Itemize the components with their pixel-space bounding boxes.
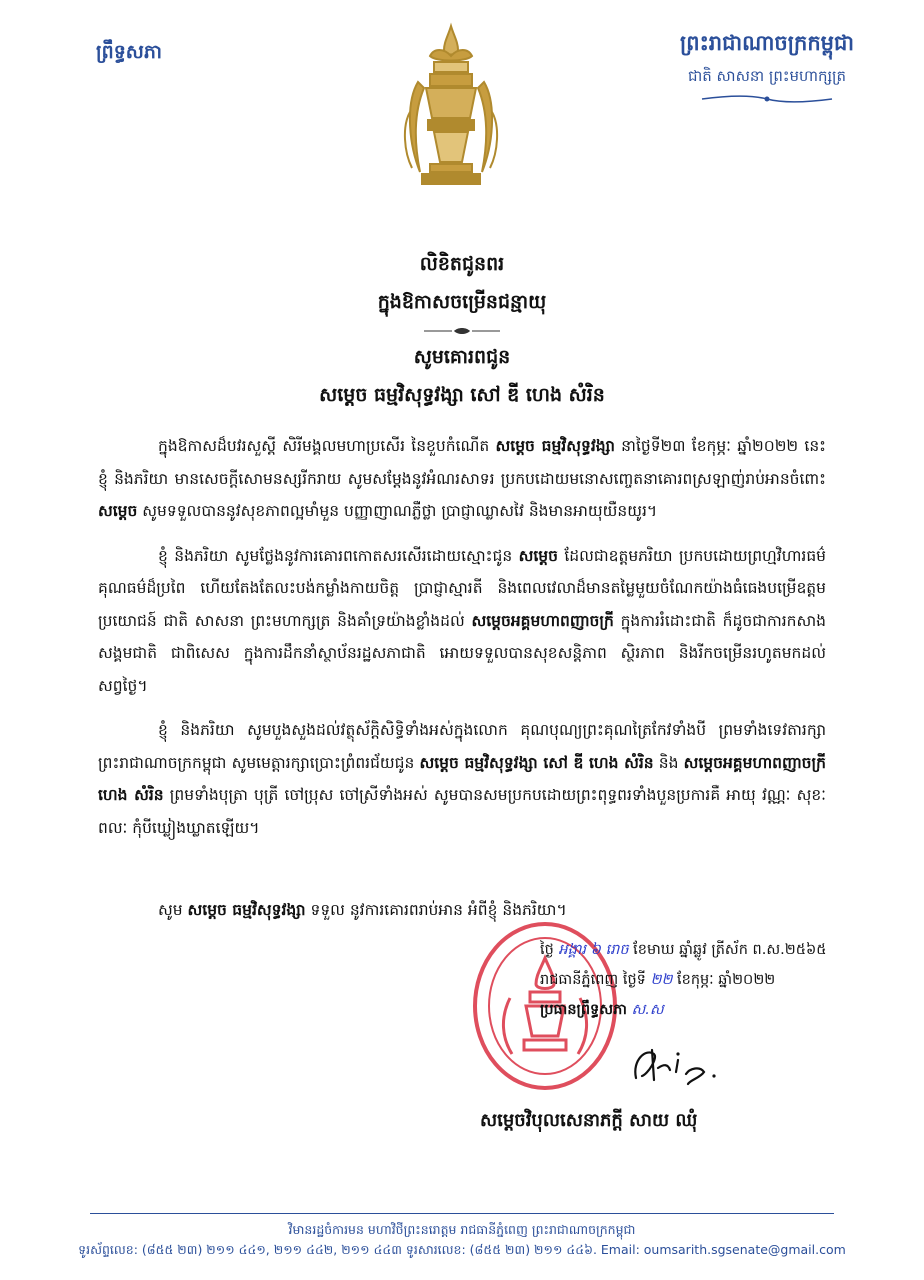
addressee-greeting: សូមគោរពជូន (413, 346, 511, 368)
kingdom-motto: ជាតិ សាសនា ព្រះមហាក្សត្រ (687, 67, 847, 85)
signature-icon (628, 1040, 728, 1090)
kingdom-title: ព្រះរាជាណាចក្រកម្ពុជា (679, 31, 854, 55)
paragraph-3-run-2: សម្តេច ធម្មវិសុទ្ធវង្សា សៅ ឌី ហេង សំរិន (419, 753, 654, 772)
letterhead-footer (0, 1220, 924, 1260)
paragraph-3-run-5: ព្រមទាំងបុត្រា បុត្រី ចៅប្រុស ចៅស្រីទាំងអស់ សូមបានសមប្រកបដោយព្រះពុទ្ធពរទាំងបួនប្រការគឺ អាយុ វណ្ណៈ សុខៈ ពលៈ កុំបីឃ្លៀងឃ្លាតឡើយ។ (98, 786, 826, 837)
paragraph-2-run-4: សម្តេចអគ្គមហាពញាចក្រី (471, 611, 614, 630)
letter-title (0, 252, 924, 336)
ornament-divider-icon (422, 326, 502, 336)
closing-run-2: សម្តេច ធម្មវិសុទ្ធវង្សា (187, 901, 306, 919)
footer-divider (90, 1213, 834, 1214)
title-line-1: លិខិតជូនពរ (419, 253, 505, 275)
paragraph-2-run-2: សម្តេច (518, 546, 558, 565)
paragraph-1-run-2: សម្តេច ធម្មវិសុទ្ធវង្សា (495, 437, 615, 455)
paragraph-2-run-5: ក្នុងការរំដោះជាតិ ក៏ដូចជាការកសាងសង្គមជាតិ ជាពិសេស ក្នុងការដឹកនាំស្ថាប័នរដ្ឋសភាជាតិ អោយទទួលបានសុខសន្តិភាព ស្ថិរភាព និងរីកចម្រើនរហូតមកដល់សព្វថ្ងៃ។ (98, 611, 826, 695)
flourish-divider-icon (692, 93, 842, 105)
position-title: ប្រធានព្រឹទ្ធសភា (540, 1002, 627, 1018)
solar-rest: ខែកុម្ភៈ ឆ្នាំ២០២២ (677, 972, 776, 988)
position-line (540, 995, 827, 1025)
lunar-day-handwritten: អង្គារ ៦ រោច (558, 942, 629, 958)
footer-contacts: ទូរស័ព្ទលេខ: (៨៥៥ ២៣) ២១១ ៤៤១, ២១១ ៤៤២, ២១១ ៤៤៣ ទូរសារលេខ: (៨៥៥ ២៣) ២១១ ៤៤៦. Email: oumsarith.sgsenate@gmail.com (78, 1242, 846, 1257)
initials-handwritten: ស.ស (631, 1002, 664, 1018)
title-line-2: ក្នុងឱកាសចម្រើនជន្មាយុ (377, 291, 547, 313)
paragraph-2-run-1: ខ្ញុំ និងភរិយា សូមថ្លែងនូវការគោរពកោតសរសើរដោយស្មោះជូន (158, 546, 519, 565)
paragraph-1-run-1: ក្នុងឱកាសដ៏បវរសួស្តី សិរីមង្គលមហាប្រសើរ នៃខួបកំណើត (158, 437, 496, 455)
date-block (540, 935, 827, 1025)
solar-date-line (540, 965, 827, 995)
addressee-block (0, 345, 924, 411)
paragraph-1-run-5: សូមទទួលបាននូវសុខភាពល្អមាំមួន បញ្ញាញាណភ្លឺថ្លា ប្រាជ្ញាឈ្លាសវៃ និងមានអាយុយឺនយូរ។ (137, 502, 658, 520)
addressee-name: សម្តេច ធម្មវិសុទ្ធវង្សា សៅ ឌី ហេង សំរិន (319, 384, 605, 406)
letter-body (98, 430, 826, 856)
body-paragraph-2 (98, 540, 826, 703)
signatory-name: សម្តេចវិបុលសេនាភក្តី សាយ ឈុំ (480, 1110, 698, 1131)
lunar-rest: ខែមាឃ ឆ្នាំឆ្លូវ ត្រីស័ក ព.ស.២៥៦៥ (633, 942, 827, 958)
kingdom-heading (680, 30, 854, 109)
body-paragraph-3 (98, 714, 826, 844)
paragraph-1-run-4: សម្តេច (98, 502, 138, 520)
paragraph-3-run-3: និង (653, 753, 684, 772)
paragraph-1-run-3: នាថ្ងៃទី២៣ ខែកុម្ភៈ ឆ្នាំ២០២២ នេះ ខ្ញុំ និងភរិយា មានសេចក្តីសោមនស្សរីករាយ សូមសម្តែងនូវអំណរសាទរ ប្រកបដោយមនោសញ្ចេតនាគោរពស្រឡាញ់រាប់អានចំពោះ (98, 437, 826, 488)
body-paragraph-1 (98, 430, 826, 528)
paragraph-3-run-1: ខ្ញុំ និងភរិយា សូមបួងសួងដល់វត្ថុស័ក្តិសិទ្ធិទាំងអស់ក្នុងលោក គុណបុណ្យព្រះគុណត្រៃកែវទាំងបី ព្រមទាំងទេវតារក្សាព្រះរាជាណាចក្រកម្ពុជា សូមមេត្តារក្សាប្រោះព្រំពរជ័យជូន (98, 721, 826, 772)
lunar-prefix: ថ្ងៃ (540, 942, 554, 958)
lunar-date-line (540, 935, 827, 965)
paragraph-2-run-3: ដែលជាឧត្តមភរិយា ប្រកបដោយព្រហ្មវិហារធម៌ គុណធម៌ដ៏ប្រពៃ ហើយតែងតែលះបង់កម្លាំងកាយចិត្ត ប្រាជ្ញាស្មារតី និងពេលវេលាដ៏មានតម្លៃមួយចំណែកយ៉ាងធំធេងបម្រើឧត្តមប្រយោជន៍ ជាតិ សាសនា ព្រះមហាក្សត្រ និងគាំទ្រយ៉ាងខ្លាំងដល់ (98, 546, 826, 630)
footer-address: វិមានរដ្ឋចំការមន មហាវិថីព្រះនរោត្តម រាជធានីភ្នំពេញ ព្រះរាជាណាចក្រកម្ពុជា (288, 1222, 636, 1237)
paragraph-3-run-4: សម្តេចអគ្គមហាពញាចក្រី ហេង សំរិន (98, 753, 826, 804)
closing-run-1: សូម (158, 901, 188, 919)
sender-label: ព្រឹទ្ធសភា (96, 41, 162, 63)
closing-run-3: ទទួល នូវការគោរពរាប់អាន អំពីខ្ញុំ និងភរិយា។ (305, 901, 567, 919)
place-prefix: រាជធានីភ្នំពេញ ថ្ងៃទី (540, 972, 646, 988)
royal-emblem-icon (400, 22, 502, 192)
solar-day-handwritten: ២២ (650, 972, 673, 988)
